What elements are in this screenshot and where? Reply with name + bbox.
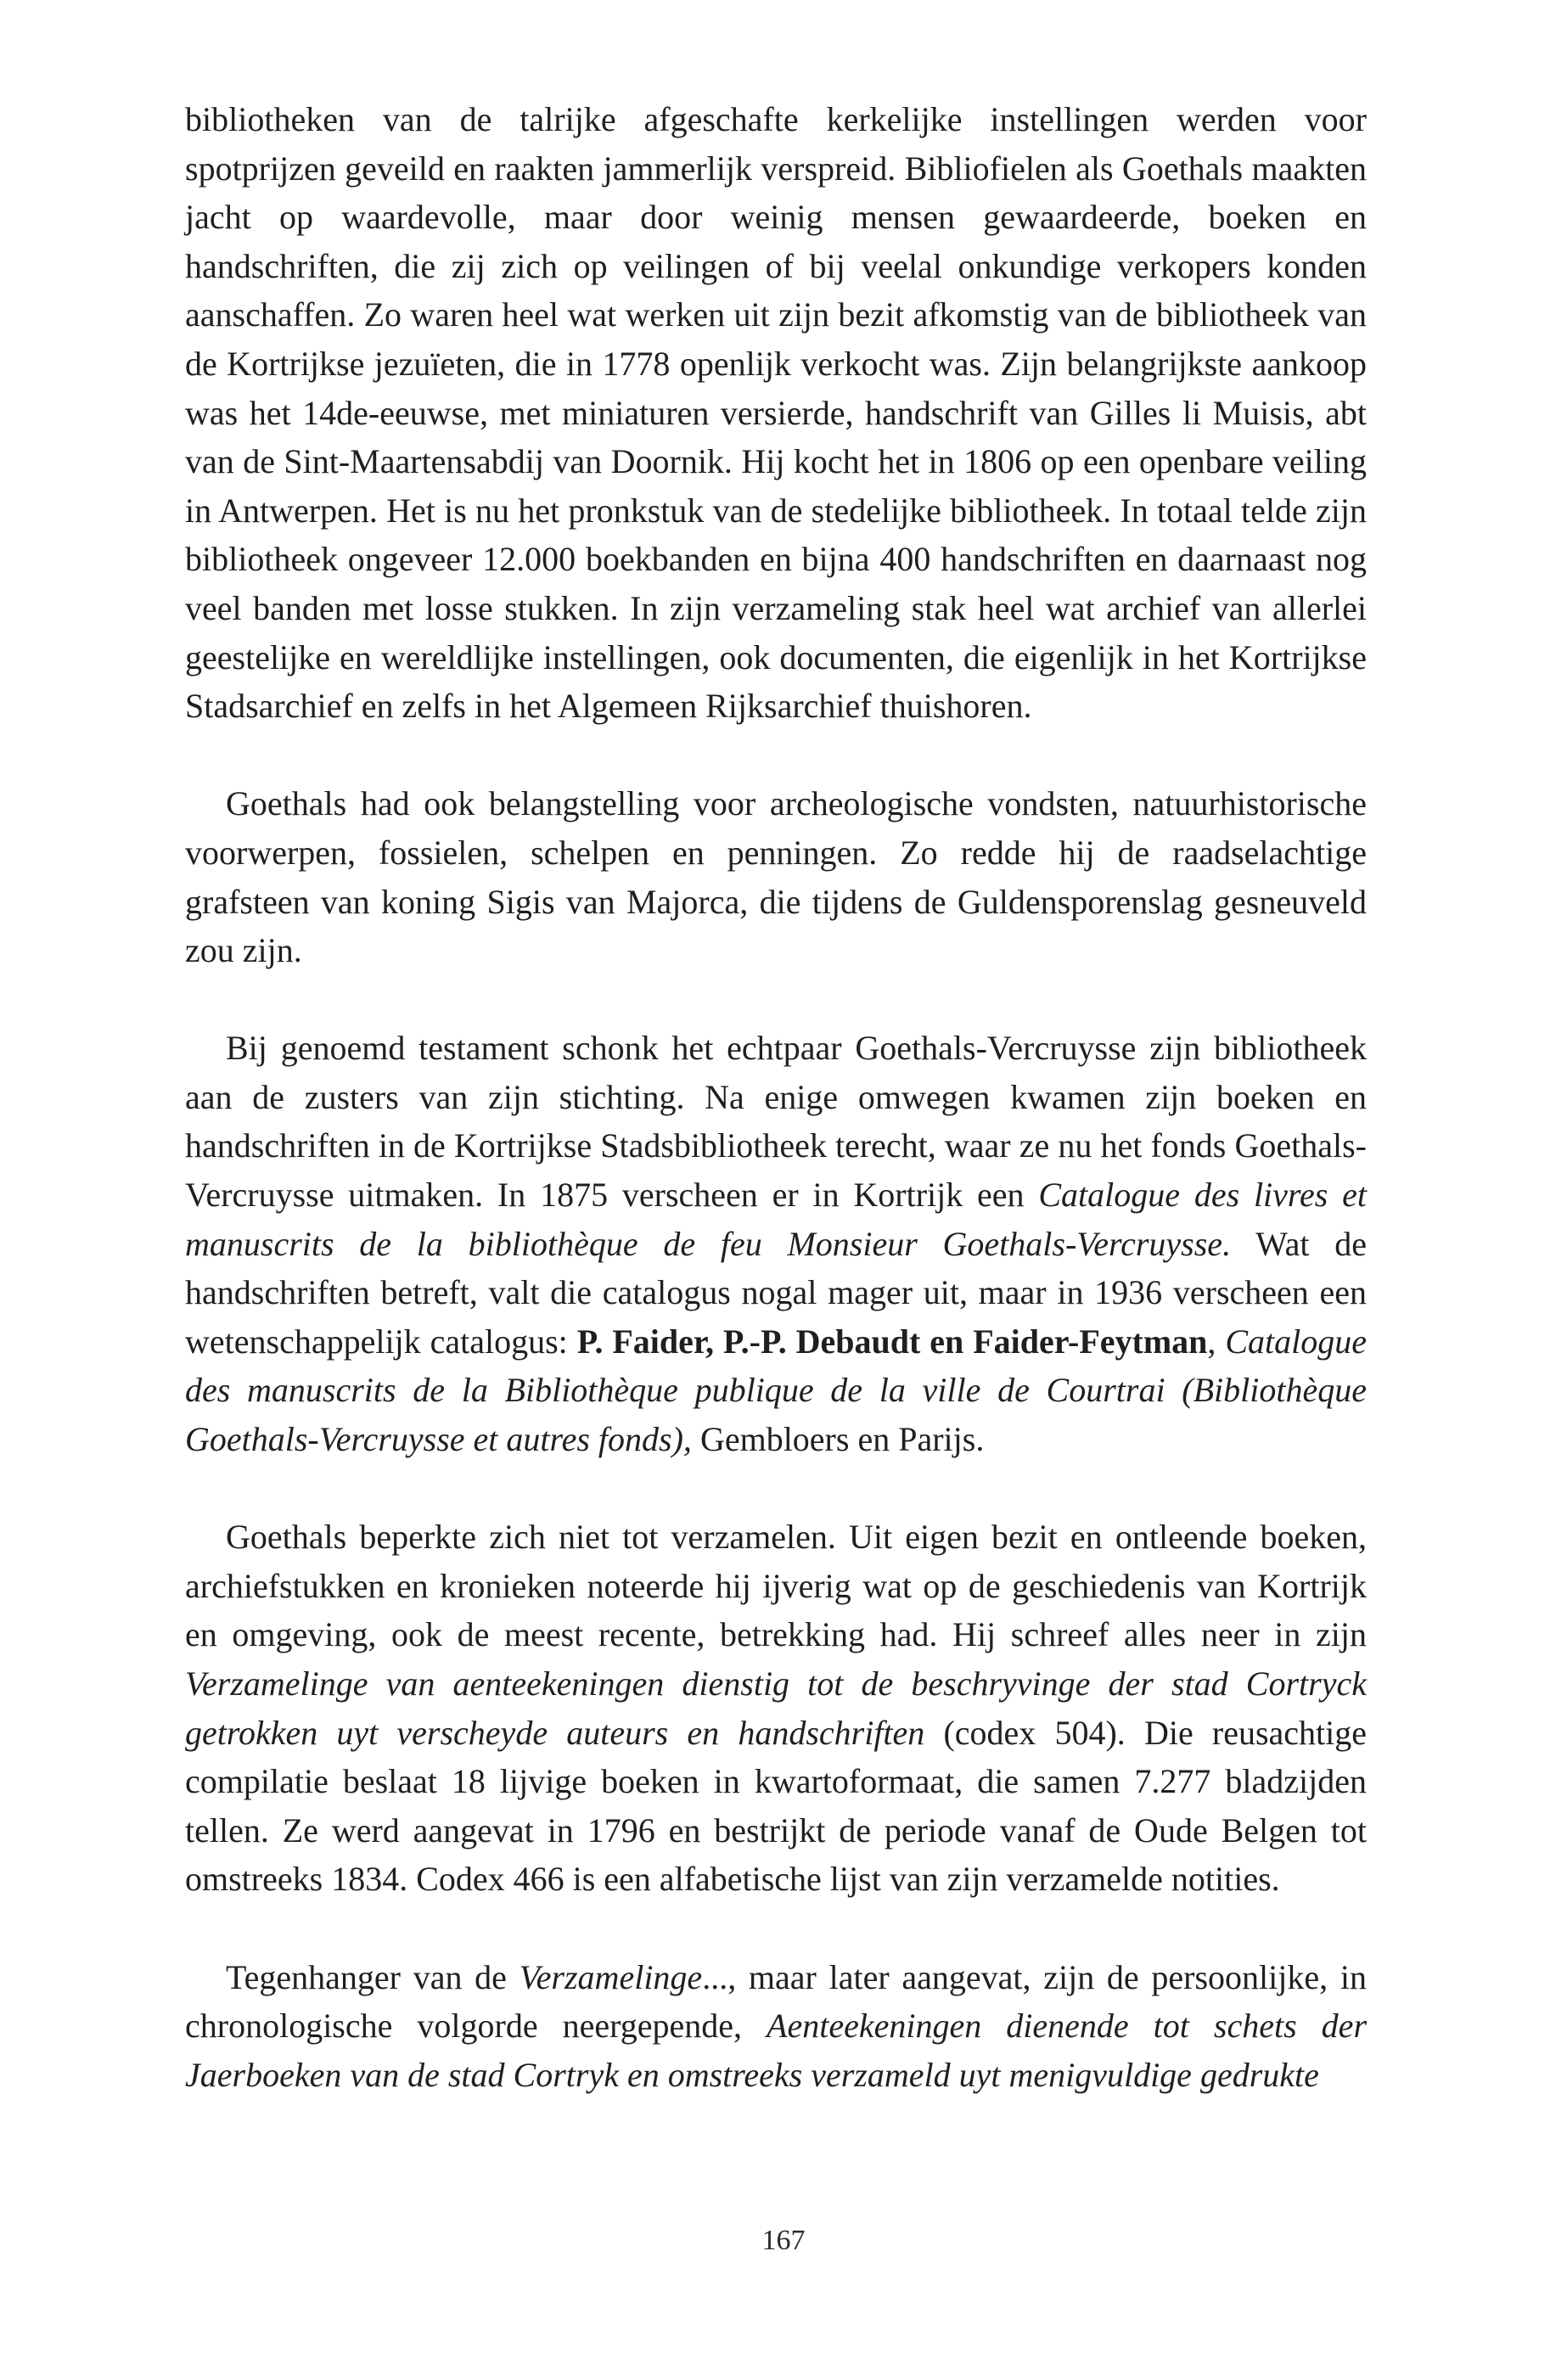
text-run: Wat de handschriften betreft, valt die catalogus nogal mager uit, maar in 1936 verscheen een wetenschappelijk catalogus: bbox=[185, 1224, 1368, 1361]
book-title-catalogue-manuscrits: Catalogue des manuscrits de la Bibliothèque publique de la ville de Courtrai (Bibliothèque Goethals-Vercruysse et autres fonds), bbox=[185, 1322, 1368, 1459]
text-run: Goethals beperkte zich niet tot verzamelen. Uit eigen bezit en ontleende boeken, archiefstukken en kronieken noteerde hij ijverig wat op de geschiedenis van Kortrijk en omgeving, ook de meest recente, betrekking had. Hij schreef alles neer in zijn bbox=[185, 1518, 1367, 1654]
paragraph-archaeology bbox=[185, 779, 1367, 974]
book-title-verzamelinge-short: Verzamelinge bbox=[519, 1957, 703, 1996]
paragraph-collecting bbox=[185, 1513, 1367, 1904]
text-run: Bij genoemd testament schonk het echtpaar Goethals-Vercruysse zijn bibliotheek aan de zusters van zijn stichting. Na enige omwegen kwamen zijn boeken en handschriften in de Kortrijkse Stadsbibliotheek terecht, waar ze nu het fonds Goethals-Vercruysse uitmaken. In 1875 verscheen er in Kortrijk een bbox=[185, 1029, 1367, 1215]
text-run: (codex 504). Die reusachtige compilatie beslaat 18 lijvige boeken in kwartoformaat, die samen 7.277 bladzijden tellen. Ze werd aangevat in 1796 en bestrijkt de periode vanaf de Oude Belgen tot omstreeks 1834. Codex 466 is een alfabetische lijst van zijn verzamelde notities. bbox=[185, 1713, 1368, 1899]
authors-faider: P. Faider, P.-P. Debaudt en Faider-Feytman bbox=[576, 1322, 1208, 1361]
paragraph-libraries: bibliotheken van de talrijke afgeschafte kerkelijke instellingen werden voor spotprijzen geveild en raakten jammerlijk verspreid. Bibliofielen als Goethals maakten jacht op waardevolle, maar door weinig mensen gewaardeerde, boeken en handschriften, die zij zich op veilingen of bij veelal onkundige verkopers konden aanschaffen. Zo waren heel wat werken uit zijn bezit afkomstig van de bibliotheek van de Kortrijkse jezuïeten, die in 1778 openlijk verkocht was. Zijn belangrijkste aankoop was het 14de-eeuwse, met miniaturen versierde, handschrift van Gilles li Muisis, abt van de Sint-Maartensabdij van Doornik. Hij kocht het in 1806 op een openbare veiling in Antwerpen. Het is nu het pronkstuk van de stedelijke bibliotheek. In totaal telde zijn bibliotheek ongeveer 12.000 boekbanden en bijna 400 handschriften en daarnaast nog veel banden met losse stukken. In zijn verzameling stak heel wat archief van allerlei geestelijke en wereldlijke instellingen, ook documenten, die eigenlijk in het Kortrijkse Stadsarchief en zelfs in het Algemeen Rijksarchief thuishoren. bbox=[185, 100, 1367, 726]
text-run: ..., maar later aangevat, zijn de persoonlijke, in chronologische volgorde neergepende, bbox=[185, 1957, 1367, 2046]
paragraph-counterpart bbox=[185, 1953, 1367, 2100]
text-run: , bbox=[1207, 1322, 1226, 1361]
book-title-catalogue-livres: Catalogue des livres et manuscrits de la bibliothèque de feu Monsieur Goethals-Vercruysse. bbox=[185, 1176, 1368, 1263]
page-number: 167 bbox=[761, 2225, 806, 2256]
text-run: Tegenhanger van de bbox=[226, 1957, 520, 1996]
text-run: Gembloers en Parijs. bbox=[691, 1420, 985, 1459]
paragraph-archaeology-text: Goethals had ook belangstelling voor archeologische vondsten, natuurhistorische voorwerpen, fossielen, schelpen en penningen. Zo redde hij de raadselachtige grafsteen van koning Sigis van Majorca, die tijdens de Guldensporenslag gesneuveld zou zijn. bbox=[185, 784, 1367, 970]
body-text bbox=[185, 95, 1367, 2099]
book-title-verzamelinge: Verzamelinge van aenteekeningen dienstig tot de beschryvinge der stad Cortryck getrokken uyt verscheyde auteurs en handschriften bbox=[185, 1664, 1367, 1752]
book-title-aenteekeningen: Aenteekeningen dienende tot schets der Jaerboeken van de stad Cortryk en omstreeks verzameld uyt menigvuldige gedrukte bbox=[185, 2007, 1368, 2094]
paragraph-testament bbox=[185, 1024, 1367, 1463]
